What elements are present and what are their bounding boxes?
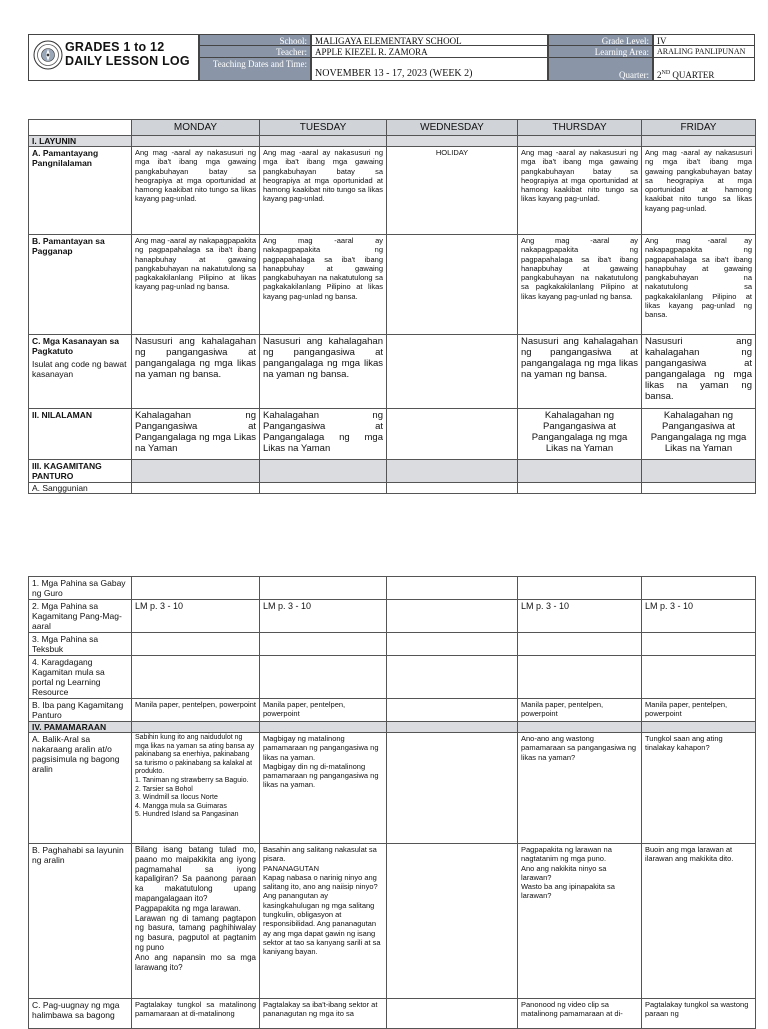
cell-friday: Ang mag -aaral ay nakasusuri ng mga iba't ibang mga gawaing pangkabuhayan batay sa heograpiya at mga oportunidad at hamong kaakibat nito tungo sa likas kayang pag-unlad.: [642, 147, 756, 235]
empty-cell: [642, 483, 756, 494]
empty-cell: [132, 633, 260, 656]
row-label: 3. Mga Pahina sa Teksbuk: [29, 633, 132, 656]
empty-cell: [642, 722, 756, 733]
row-label: C. Pag-uugnay ng mga halimbawa sa bagong: [29, 999, 132, 1029]
cell-friday: LM p. 3 - 10: [642, 600, 756, 633]
school-label: School:: [199, 34, 311, 46]
cell-monday: Kahalagahan ng Pangangasiwa at Pangangalaga ng mga Likas na Yaman: [132, 409, 260, 460]
empty-cell: [132, 722, 260, 733]
empty-cell: [642, 633, 756, 656]
empty-cell: [132, 483, 260, 494]
row-label: B. Iba pang Kagamitang Panturo: [29, 699, 132, 722]
day-monday: MONDAY: [132, 120, 260, 136]
empty-cell: [642, 656, 756, 699]
empty-cell: [518, 136, 642, 147]
day-tuesday: TUESDAY: [260, 120, 387, 136]
cell-tuesday: Kahalagahan ng Pangangasiwa at Pangangalaga ng mga Likas na Yaman: [260, 409, 387, 460]
cell-tuesday: Ang mag -aaral ay nakapagpapakita ng pagpapahalaga sa iba't ibang hanapbuhay at gawaing pangkabuhayan na nakatutulong sa pagkakakilanlang Pilipino at likas kayang pag-unlad ng bansa.: [260, 235, 387, 335]
row-karagdagang-kagamitan: [29, 656, 756, 699]
corner-cell: [29, 120, 132, 136]
empty-cell: [260, 722, 387, 733]
cell-thursday: Panonood ng video clip sa matalinong pamamaraan at di-: [518, 999, 642, 1029]
learning-area-value: ARALING PANLIPUNAN: [653, 45, 755, 58]
empty-cell: [260, 633, 387, 656]
cell-thursday: Ang mag -aaral ay nakapagpapakita ng pagpapahalaga sa iba't ibang hanapbuhay at gawaing pangkabuhayan na nakatutulong sa pagkakakilanlang Pilipino at likas kayang pag-unlad ng bansa.: [518, 235, 642, 335]
row-label: B. Paghahabi sa layunin ng aralin: [29, 844, 132, 999]
cell-friday: Buoin ang mga larawan at ilarawan ang makikita dito.: [642, 844, 756, 999]
row-label-subtitle: Isulat ang code ng bawat kasanayan: [32, 359, 127, 379]
cell-wednesday: [387, 235, 518, 335]
empty-cell: [518, 656, 642, 699]
row-pag-uugnay: [29, 999, 756, 1029]
cell-monday: Ang mag -aaral ay nakapagpapakita ng pagpapahalaga sa iba't ibang hanapbuhay at gawaing pangkabuhayan na nakatutulong sa pagkakakilanlang Pilipino at likas kayang pag-unlad ng bansa.: [132, 235, 260, 335]
day-wednesday: WEDNESDAY: [387, 120, 518, 136]
row-label: B. Pamantayan sa Pagganap: [29, 235, 132, 335]
cell-tuesday: Basahin ang salitang nakasulat sa pisara. PANANAGUTAN Kapag nabasa o narinig ninyo ang salitang ito, ano ang naiisip ninyo? Ang panangutan ay kasingkahulugan ng mga salitang tungkulin, obligasyon at responsibilidad. Ang pananagutan ay ang mga dapat gawin ng isang sektor at tao sa kanyang sarili at sa kaniyang bayan.: [260, 844, 387, 999]
row-kasanayan-sa-pagkatuto: [29, 335, 756, 409]
empty-cell: [260, 460, 387, 483]
cell-monday: Ang mag -aaral ay nakasusuri ng mga iba't ibang mga gawaing pangkabuhayan batay sa heograpiya at mga oportunidad at hamong kaakibat nito tungo sa likas kayang pag-unlad.: [132, 147, 260, 235]
cell-wednesday: [387, 699, 518, 722]
cell-monday: Bilang isang batang tulad mo, paano mo maipakikita ang iyong pagmamahal sa iyong kapaligiran? Sa paanong paraan ka makatutulong upang mapangalagaan ito? Pagpapakita ng mga larawan. Larawan ng di tamang pagtapon ng basura, tamang paghihiwalay ng basura, pagputol at pagtanim ng puno Ano ang napansin mo sa mga larawang ito?: [132, 844, 260, 999]
empty-cell: [260, 656, 387, 699]
quarter-value: [653, 57, 755, 81]
section-pamamaraan-label: IV. PAMAMARAAN: [29, 722, 132, 733]
row-paghahabi-sa-layunin: [29, 844, 756, 999]
row-gabay-ng-guro: [29, 577, 756, 600]
cell-thursday: Manila paper, pentelpen, powerpoint: [518, 699, 642, 722]
row-sanggunian: [29, 483, 756, 494]
quarter-label: Quarter:: [548, 57, 653, 81]
cell-wednesday: [387, 335, 518, 409]
empty-cell: [642, 460, 756, 483]
cell-wednesday: [387, 600, 518, 633]
empty-cell: [387, 577, 518, 600]
lesson-table-2: [28, 576, 756, 1029]
cell-friday: Pagtalakay tungkol sa wastong paraan ng: [642, 999, 756, 1029]
cell-wednesday: [387, 409, 518, 460]
cell-monday: Manila paper, pentelpen, powerpoint: [132, 699, 260, 722]
cell-monday: Pagtalakay tungkol sa matalinong pamamaraan at di-matalinong: [132, 999, 260, 1029]
lesson-log-header: [28, 34, 755, 81]
learning-area-label: Learning Area:: [548, 45, 653, 58]
cell-monday: Nasusuri ang kahalagahan ng pangangasiwa at pangangalaga ng mga likas na yaman ng bansa.: [132, 335, 260, 409]
empty-cell: [518, 577, 642, 600]
empty-cell: [260, 577, 387, 600]
empty-cell: [642, 577, 756, 600]
section-kagamitang-panturo-label: III. KAGAMITANG PANTURO: [29, 460, 132, 483]
empty-cell: [387, 633, 518, 656]
logo-line-2: DAILY LESSON LOG: [65, 54, 190, 68]
row-label: 2. Mga Pahina sa Kagamitang Pang-Mag-aaral: [29, 600, 132, 633]
deped-seal-icon: [33, 40, 63, 70]
header-info-grid: [199, 34, 755, 81]
quarter-suffix: ND: [661, 70, 671, 76]
row-label: [29, 335, 132, 409]
cell-tuesday: Ang mag -aaral ay nakasusuri ng mga iba't ibang mga gawaing pangkabuhayan batay sa heograpiya at mga oportunidad at hamong kaakibat nito tungo sa likas kayang pag-unlad.: [260, 147, 387, 235]
cell-wednesday: [387, 999, 518, 1029]
row-pamantayan-sa-pagganap: [29, 235, 756, 335]
empty-cell: [260, 136, 387, 147]
day-thursday: THURSDAY: [518, 120, 642, 136]
row-label-title: C. Mga Kasanayan sa Pagkatuto: [32, 336, 119, 356]
section-nilalaman-label: II. NILALAMAN: [29, 409, 132, 460]
empty-cell: [132, 136, 260, 147]
section-layunin-row: [29, 136, 756, 147]
row-label: 1. Mga Pahina sa Gabay ng Guro: [29, 577, 132, 600]
cell-thursday: Nasusuri ang kahalagahan ng pangangasiwa at pangangalaga ng mga likas na yaman ng bansa.: [518, 335, 642, 409]
cell-wednesday: [387, 733, 518, 844]
cell-friday: Manila paper, pentelpen, powerpoint: [642, 699, 756, 722]
empty-cell: [132, 460, 260, 483]
row-pamantayang-pangnilalaman: [29, 147, 756, 235]
empty-cell: [387, 136, 518, 147]
cell-friday: Kahalagahan ng Pangangasiwa at Pangangalaga ng mga Likas na Yaman: [642, 409, 756, 460]
empty-cell: [260, 483, 387, 494]
school-value: MALIGAYA ELEMENTARY SCHOOL: [311, 34, 548, 46]
empty-cell: [387, 460, 518, 483]
cell-tuesday: Manila paper, pentelpen, powerpoint: [260, 699, 387, 722]
teaching-dates-value: NOVEMBER 13 - 17, 2023 (WEEK 2): [311, 57, 548, 81]
section-layunin-label: I. LAYUNIN: [29, 136, 132, 147]
empty-cell: [518, 483, 642, 494]
logo-box: [28, 34, 199, 81]
quarter-word: QUARTER: [670, 70, 715, 80]
cell-thursday: LM p. 3 - 10: [518, 600, 642, 633]
cell-monday: LM p. 3 - 10: [132, 600, 260, 633]
cell-friday: Nasusuri ang kahalagahan ng pangangasiwa at pangangalaga ng mga likas na yaman ng bansa.: [642, 335, 756, 409]
grade-level-value: IV: [653, 34, 755, 46]
grade-level-label: Grade Level:: [548, 34, 653, 46]
cell-monday: Sabihin kung ito ang naidudulot ng mga likas na yaman sa ating bansa ay pakinabang sa enerhiya, pakinabang sa turismo o pakinabang sa kalakal at produkto. 1. Taniman ng strawberry sa Baguio. 2. Tarsier sa Bohol 3. Windmill sa Ilocus Norte 4. Mangga mula sa Guimaras 5. Hundred Island sa Pangasinan: [132, 733, 260, 844]
cell-thursday: Ang mag -aaral ay nakasusuri ng mga iba't ibang mga gawaing pangkabuhayan batay sa heograpiya at mga oportunidad at hamong kaakibat nito tungo sa likas kayang pag-unlad.: [518, 147, 642, 235]
row-nilalaman: [29, 409, 756, 460]
empty-cell: [518, 460, 642, 483]
row-label: 4. Karagdagang Kagamitan mula sa portal ng Learning Resource: [29, 656, 132, 699]
cell-thursday: Kahalagahan ng Pangangasiwa at Pangangalaga ng mga Likas na Yaman: [518, 409, 642, 460]
empty-cell: [132, 656, 260, 699]
cell-tuesday: Nasusuri ang kahalagahan ng pangangasiwa at pangangalaga ng mga likas na yaman ng bansa.: [260, 335, 387, 409]
row-teksbuk: [29, 633, 756, 656]
section-kagamitang-panturo-row: [29, 460, 756, 483]
section-pamamaraan-row: [29, 722, 756, 733]
cell-wednesday: [387, 844, 518, 999]
cell-friday: Tungkol saan ang ating tinalakay kahapon?: [642, 733, 756, 844]
row-label: A. Balik-Aral sa nakaraang aralin at/o pagsisimula ng bagong aralin: [29, 733, 132, 844]
teacher-value: APPLE KIEZEL R. ZAMORA: [311, 45, 548, 58]
row-label: A. Sanggunian: [29, 483, 132, 494]
empty-cell: [518, 722, 642, 733]
cell-friday: Ang mag -aaral ay nakapagpapakita ng pagpapahalaga sa iba't ibang hanapbuhay at gawaing pangkabuhayan na nakatutulong sa pagkakakilanlang Pilipino at likas kayang pag-unlad ng bansa.: [642, 235, 756, 335]
teacher-label: Teacher:: [199, 45, 311, 58]
empty-cell: [642, 136, 756, 147]
day-friday: FRIDAY: [642, 120, 756, 136]
empty-cell: [387, 722, 518, 733]
logo-line-1: GRADES 1 to 12: [65, 40, 165, 54]
row-kagamitang-pang-mag-aaral: [29, 600, 756, 633]
row-balik-aral: [29, 733, 756, 844]
empty-cell: [387, 656, 518, 699]
logo-title: [65, 40, 190, 68]
teaching-dates-label: Teaching Dates and Time:: [199, 57, 311, 81]
cell-tuesday: LM p. 3 - 10: [260, 600, 387, 633]
empty-cell: [132, 577, 260, 600]
cell-tuesday: Magbigay ng matalinong pamamaraan ng pangangasiwa ng likas na yaman. Magbigay din ng di-matalinong pamamaraan ng pangangasiwa ng likas na yaman.: [260, 733, 387, 844]
cell-tuesday: Pagtalakay sa iba't-ibang sektor at pananagutan ng mga ito sa: [260, 999, 387, 1029]
quarter-number: 2: [657, 70, 662, 80]
day-header-row: [29, 120, 756, 136]
empty-cell: [387, 483, 518, 494]
row-label: A. Pamantayang Pangnilalaman: [29, 147, 132, 235]
empty-cell: [518, 633, 642, 656]
holiday-label: HOLIDAY: [387, 147, 518, 235]
row-iba-pang-kagamitan: [29, 699, 756, 722]
lesson-table-1: [28, 119, 756, 494]
cell-thursday: Ano-ano ang wastong pamamaraan sa pangangasiwa ng likas na yaman?: [518, 733, 642, 844]
cell-thursday: Pagpapakita ng larawan na nagtatanim ng mga puno. Ano ang nakikita ninyo sa larawan? Wasto ba ang ipinapakita sa larawan?: [518, 844, 642, 999]
